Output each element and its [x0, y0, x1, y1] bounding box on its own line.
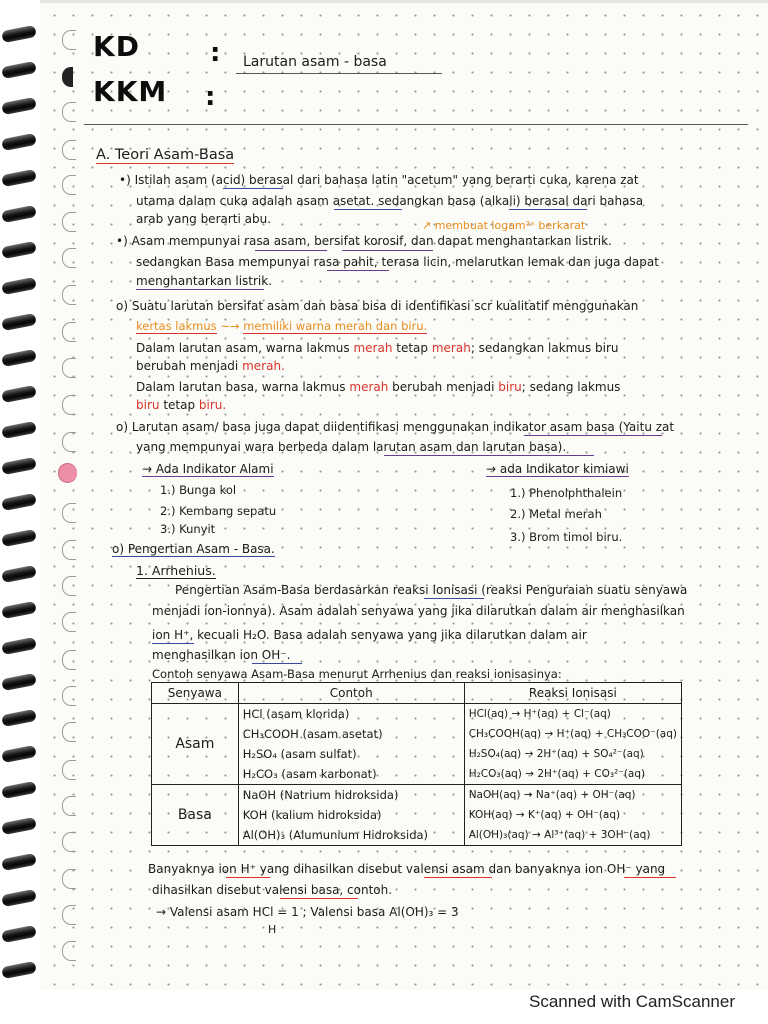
punch-hole	[62, 540, 76, 560]
lakmus-note: memiliki warna merah dan biru.	[243, 319, 428, 333]
header-divider	[84, 124, 748, 125]
para2-line: •) Asam mempunyai rasa asam, bersifat korosif, dan dapat menghantarkan listrik.	[116, 234, 612, 248]
biru-word: biru.	[198, 398, 227, 412]
annotation-logam-text: membuat logam²ˣ berkarat	[434, 219, 586, 232]
contoh-item: NaOH (Natrium hidroksida)	[242, 788, 399, 802]
reaksi-item: Al(OH)₃(aq) → Al³⁺(aq) + 3OH⁻(aq)	[468, 829, 651, 841]
punch-hole	[62, 905, 76, 925]
indikator-kimiawi-title	[486, 461, 629, 477]
punch-hole	[62, 102, 76, 122]
merah-word: merah	[353, 341, 393, 355]
table-caption: Contoh senyawa Asam-Basa menurut Arrhenius dan reaksi ionisasinya:	[152, 667, 562, 681]
reaksi-item: H₂SO₄(aq) → 2H⁺(aq) + SO₄²⁻(aq)	[468, 748, 644, 760]
underline-reaksi-ionisasi	[424, 598, 484, 599]
underline-asam-asetat	[334, 209, 402, 210]
para3-text: berubah menjadi	[392, 380, 495, 394]
para2-line: sedangkan Basa mempunyai rasa pahit, terasa licin, melarutkan lemak dan juga dapat	[136, 255, 659, 269]
punch-hole	[62, 650, 76, 670]
spiral-coil	[1, 61, 37, 79]
pengertian-title-text: o) Pengertian Asam - Basa.	[112, 542, 275, 556]
kd-value: Larutan asam - basa	[243, 54, 387, 70]
spiral-coil	[1, 925, 37, 943]
arrow-icon: ~→	[220, 319, 240, 333]
spiral-coil	[1, 493, 37, 511]
para3-text: Dalam larutan basa, warna lakmus	[136, 380, 346, 394]
indikator-alami-item: 1.) Bunga kol	[160, 483, 237, 497]
underline-menghantarkan	[136, 289, 264, 290]
spiral-coil	[1, 457, 37, 475]
indikator-alami-item: 2.) Kembang sepatu	[160, 504, 277, 518]
arrhenius-table	[151, 682, 682, 846]
para3-basa-line	[136, 379, 620, 395]
arrhenius-line: menghasilkan ion OH⁻.	[152, 648, 291, 662]
para1-line: arab yang berarti abu.	[136, 212, 272, 226]
table-row-basa	[152, 785, 682, 846]
valensi-example-h: H	[268, 923, 277, 936]
para3-text: tetap	[163, 398, 196, 412]
table-header-row	[152, 683, 682, 704]
spiral-coil	[1, 25, 37, 43]
kd-colon: :	[210, 38, 221, 68]
punch-hole	[58, 463, 77, 483]
spiral-coil	[1, 853, 37, 871]
punch-hole	[62, 760, 76, 780]
reaksi-item: CH₃COOH(aq) → H⁺(aq) + CH₃COO⁻(aq)	[468, 728, 677, 740]
kkm-colon: :	[205, 82, 216, 112]
contoh-item: H₂CO₃ (asam karbonat)	[242, 767, 377, 781]
valensi-line: dihasilkan disebut valensi basa, contoh.	[152, 883, 393, 897]
table-row-asam	[152, 704, 682, 785]
indikator-kimiawi-item: 3.) Brom timol biru.	[510, 530, 623, 544]
kd-label: KD	[93, 30, 140, 63]
underline-basa-alkali	[509, 209, 587, 210]
merah-word: merah.	[242, 359, 285, 373]
para1-line: •) Istilah asam (acid) berasal dari bahasa latin "acetum" yang berarti cuka, karena zat	[119, 173, 639, 187]
merah-word: merah	[349, 380, 389, 394]
punch-hole	[62, 248, 76, 268]
para3-lakmus-line	[136, 318, 427, 334]
spiral-coil	[1, 529, 37, 547]
camscanner-watermark: Scanned with CamScanner	[528, 992, 735, 1011]
para3-text: tetap	[396, 341, 429, 355]
biru-word: biru	[136, 398, 160, 412]
punch-hole	[62, 395, 76, 415]
spiral-coil	[1, 889, 37, 907]
arrhenius-line: Pengertian Asam-Basa berdasarkan reaksi Ionisasi (reaksi Penguraian suatu senyawa	[175, 583, 688, 597]
underline-valensi-asam	[424, 877, 492, 878]
punch-hole	[62, 30, 76, 50]
punch-hole	[62, 503, 76, 523]
table-header: Contoh	[238, 683, 464, 704]
para1-line: utama dalam cuka adalah asam asetat. sedangkan basa (alkali) berasal dari bahasa	[136, 194, 644, 208]
contoh-item: KOH (kalium hidroksida)	[242, 808, 382, 822]
spiral-coil	[1, 169, 37, 187]
kertas-lakmus: kertas lakmus	[136, 319, 217, 333]
para3-line1: o) Suatu larutan bersifat asam dan basa bisa di identifikasi scr kualitatif menggunakan	[116, 299, 639, 313]
spiral-coil	[1, 133, 37, 151]
valensi-line: Banyaknya ion H⁺ yang dihasilkan disebut valensi asam dan banyaknya ion OH⁻ yang	[148, 862, 666, 876]
table-cell-contoh	[238, 785, 464, 846]
underline-ion-oh	[252, 663, 302, 664]
valensi-example: → Valensi asam HCl = 1 ; Valensi basa Al(OH)₃ = 3	[156, 905, 459, 919]
para3-text: ; sedangkan lakmus biru	[470, 341, 619, 355]
para3-basa-line2	[136, 397, 226, 413]
table-cell-reaksi	[464, 704, 681, 785]
punch-hole	[62, 869, 76, 889]
merah-word: merah	[431, 341, 471, 355]
punch-hole	[62, 432, 76, 452]
underline-ion-oh-valensi	[624, 877, 676, 878]
underline-valensi-basa	[280, 898, 358, 899]
punch-hole	[62, 612, 76, 632]
arrhenius-line: menjadi ion-ionnya). Asam adalah senyawa yang jika dilarutkan dalam air menghasilkan	[152, 604, 685, 618]
spiral-coil	[1, 205, 37, 223]
punch-hole	[62, 285, 76, 305]
underline-rasa-asam	[255, 250, 327, 251]
table-cell-reaksi	[464, 785, 681, 846]
punch-hole	[62, 67, 73, 87]
punch-hole	[62, 576, 76, 596]
table-header: Reaksi Ionisasi	[464, 683, 681, 704]
section-a-title	[96, 145, 234, 165]
para3-asam-line	[136, 340, 619, 356]
underline-ion-h	[152, 643, 194, 644]
contoh-item: HCl (asam klorida)	[242, 707, 350, 721]
underline-asam-acid	[223, 188, 283, 189]
annotation-logam: ↗ membuat logam²ˣ berkarat	[422, 219, 586, 232]
kd-underline	[236, 73, 442, 74]
indikator-kimiawi-title-text: → ada Indikator kimiawi	[486, 462, 629, 476]
underline-indikator	[524, 435, 662, 436]
spiral-coil	[1, 349, 37, 367]
spiral-coil	[1, 637, 37, 655]
reaksi-item: NaOH(aq) → Na⁺(aq) + OH⁻(aq)	[468, 789, 636, 801]
punch-hole	[62, 175, 76, 195]
underline-korosif	[342, 250, 433, 251]
punch-hole	[62, 140, 76, 160]
punch-hole	[62, 322, 76, 342]
contoh-item: Al(OH)₃ (Alumunium Hidroksida)	[242, 828, 429, 842]
punch-hole	[62, 796, 76, 816]
section-a-title-text: A. Teori Asam-Basa	[96, 147, 235, 163]
biru-word: biru	[498, 380, 522, 394]
indikator-kimiawi-item: 1.) Phenolphthalein	[510, 486, 623, 500]
punch-hole	[62, 686, 76, 706]
contoh-item: CH₃COOH (asam asetat)	[242, 727, 383, 741]
indikator-alami-title-text: → Ada Indikator Alami	[142, 462, 274, 476]
para3-text: Dalam larutan asam, warna lakmus	[136, 341, 350, 355]
spiral-coil	[1, 601, 37, 619]
table-category: Basa	[152, 785, 239, 846]
page-edge	[40, 0, 768, 3]
spiral-coil	[1, 421, 37, 439]
spiral-coil	[1, 313, 37, 331]
spiral-coil	[1, 385, 37, 403]
para2-line: menghantarkan listrik.	[136, 274, 273, 288]
para4-line: o) Larutan asam/ basa juga dapat diidentifikasi menggunakan indikator asam basa (Yaitu zat	[116, 420, 675, 434]
para3-text: berubah menjadi	[136, 359, 239, 373]
contoh-item: H₂SO₄ (asam sulfat)	[242, 747, 357, 761]
punch-hole	[62, 832, 76, 852]
underline-rasa-pahit	[327, 270, 389, 271]
spiral-coil	[1, 781, 37, 799]
table-category: Asam	[152, 704, 239, 785]
para3-asam-line2	[136, 358, 285, 374]
spiral-coil	[1, 673, 37, 691]
para3-text: ; sedang lakmus	[521, 380, 621, 394]
arrhenius-line: ion H⁺, kecuali H₂O. Basa adalah senyawa yang jika dilarutkan dalam air	[152, 628, 587, 642]
arrhenius-title	[136, 563, 216, 579]
table-cell-contoh	[238, 704, 464, 785]
spiral-coil	[1, 97, 37, 115]
arrhenius-title-text: 1. Arrhenius.	[136, 563, 216, 578]
table-header: Senyawa	[152, 683, 239, 704]
underline-ion-h-valensi	[226, 877, 270, 878]
pengertian-title	[112, 541, 275, 557]
kkm-label: KKM	[93, 75, 168, 108]
punch-hole	[62, 212, 76, 232]
underline-larutan	[384, 455, 594, 456]
spiral-coil	[1, 961, 37, 979]
reaksi-item: KOH(aq) → K⁺(aq) + OH⁻(aq)	[468, 809, 621, 821]
indikator-alami-item: 3.) Kunyit	[160, 522, 216, 536]
punch-hole	[62, 358, 76, 378]
reaksi-item: H₂CO₃(aq) → 2H⁺(aq) + CO₃²⁻(aq)	[468, 768, 646, 780]
punch-hole	[62, 722, 76, 742]
reaksi-item: HCl(aq) → H⁺(aq) + Cl⁻(aq)	[468, 708, 611, 720]
indikator-alami-title	[142, 461, 274, 477]
spiral-coil	[1, 709, 37, 727]
notebook-spiral-binding	[0, 18, 44, 978]
spiral-coil	[1, 241, 37, 259]
indikator-kimiawi-item: 2.) Metal merah	[510, 507, 602, 521]
spiral-coil	[1, 565, 37, 583]
spiral-coil	[1, 277, 37, 295]
spiral-coil	[1, 745, 37, 763]
punch-hole	[62, 941, 76, 961]
para4-line: yang mempunyai wara berbeda dalam larutan asam dan larutan basa).	[136, 440, 567, 454]
spiral-coil	[1, 817, 37, 835]
